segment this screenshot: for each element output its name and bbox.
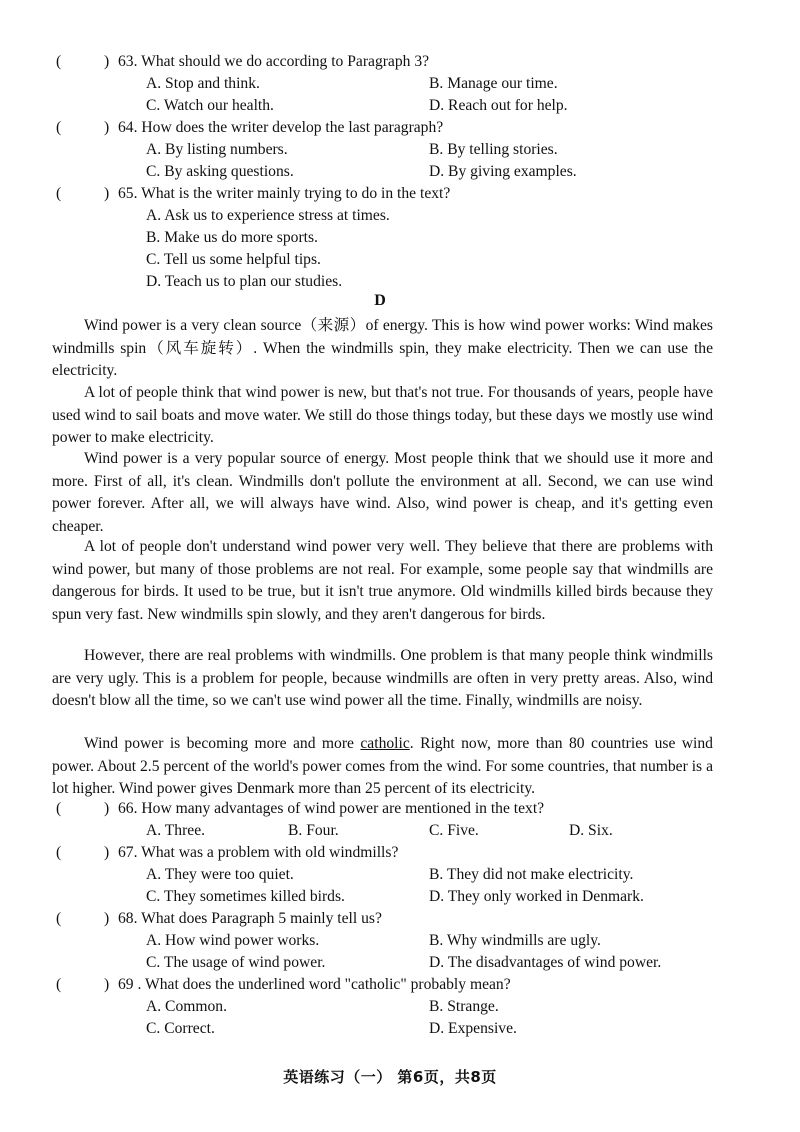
- option-b: B. They did not make electricity.: [429, 866, 634, 883]
- passage-paragraph-6: [52, 733, 713, 801]
- option-d: D. Six.: [569, 822, 613, 839]
- option-a: A. They were too quiet.: [146, 866, 294, 883]
- passage-paragraph-4: A lot of people don't understand wind power very well. They believe that there are problems with wind power, but many of those problems are not real. For example, some people say that windmills are dangerous for birds. It used to be true, but it isn't true anymore. Old windmills killed birds because they spun very fast. New windmills spin slowly, and they aren't dangerous for birds.: [52, 538, 713, 623]
- option-a: A. Stop and think.: [146, 75, 260, 92]
- answer-bracket-close: ): [104, 910, 110, 927]
- option-a: A. Common.: [146, 998, 228, 1015]
- answer-bracket-open: (: [56, 185, 62, 202]
- option-d: D. Reach out for help.: [429, 97, 568, 114]
- option-b: B. Manage our time.: [429, 75, 558, 92]
- passage-paragraph-3: Wind power is a very popular source of energy. Most people think that we should use it more and more. First of all, it's clean. Windmills don't pollute the environment at all. Second, we can use wind power forever. After all, we will always have wind. Also, wind power is cheap, and it's getting even cheaper.: [52, 450, 713, 535]
- option-b: B. By telling stories.: [429, 141, 558, 158]
- section-heading: D: [374, 292, 386, 309]
- answer-bracket-open: (: [56, 119, 62, 136]
- question-stem: 66. How many advantages of wind power are mentioned in the text?: [118, 800, 545, 817]
- option-d: D. Teach us to plan our studies.: [146, 273, 343, 290]
- option-b: B. Four.: [288, 822, 339, 839]
- option-d: D. They only worked in Denmark.: [429, 888, 644, 905]
- answer-bracket-close: ): [104, 844, 110, 861]
- question-stem: 65. What is the writer mainly trying to do in the text?: [118, 185, 451, 202]
- option-c: C. Five.: [429, 822, 479, 839]
- question-stem: 64. How does the writer develop the last paragraph?: [118, 119, 444, 136]
- option-d: D. Expensive.: [429, 1020, 517, 1037]
- underlined-word: catholic: [360, 735, 410, 752]
- answer-bracket-close: ): [104, 976, 110, 993]
- option-c: C. Watch our health.: [146, 97, 274, 114]
- answer-bracket-close: ): [104, 185, 110, 202]
- option-a: A. Three.: [146, 822, 206, 839]
- option-a: A. How wind power works.: [146, 932, 320, 949]
- option-d: D. The disadvantages of wind power.: [429, 954, 662, 971]
- answer-bracket-close: ): [104, 800, 110, 817]
- option-b: B. Strange.: [429, 998, 499, 1015]
- paragraph-text: . Right now, more than 80 countries use wind power. About 2.5 percent of the world's power comes from the wind. For some countries, that number is a lot higher. Wind power gives Denmark more than 25 percent of its electricity.: [52, 735, 713, 797]
- question-stem: 69 . What does the underlined word "catholic" probably mean?: [118, 976, 511, 993]
- question-stem: 63. What should we do according to Paragraph 3?: [118, 53, 430, 70]
- option-c: C. They sometimes killed birds.: [146, 888, 345, 905]
- option-c: C. Tell us some helpful tips.: [146, 251, 321, 268]
- answer-bracket-open: (: [56, 844, 62, 861]
- answer-bracket-open: (: [56, 910, 62, 927]
- option-c: C. Correct.: [146, 1020, 215, 1037]
- paragraph-text: Wind power is becoming more and more: [84, 735, 361, 752]
- passage-paragraph-2: A lot of people think that wind power is new, but that's not true. For thousands of years, people have used wind to sail boats and move water. We still do those things today, but these days we mostly use wind power to make electricity.: [52, 384, 713, 446]
- option-b: B. Why windmills are ugly.: [429, 932, 601, 949]
- question-stem: 68. What does Paragraph 5 mainly tell us?: [118, 910, 382, 927]
- question-stem: 67. What was a problem with old windmills?: [118, 844, 399, 861]
- answer-bracket-open: (: [56, 800, 62, 817]
- option-a: A. Ask us to experience stress at times.: [146, 207, 390, 224]
- passage-paragraph-1: Wind power is a very clean source（来源）of energy. This is how wind power works: Wind makes windmills spin（风车旋转）. When the windmills spin, they make electricity. Then we can use the electricity.: [52, 317, 713, 379]
- page-footer: 英语练习（一） 第6页，共8页: [283, 1068, 497, 1086]
- answer-bracket-close: ): [104, 119, 110, 136]
- option-c: C. By asking questions.: [146, 163, 294, 180]
- option-a: A. By listing numbers.: [146, 141, 288, 158]
- passage-paragraph-5: However, there are real problems with windmills. One problem is that many people think windmills are very ugly. This is a problem for people, because windmills are often in very pretty areas. Also, wind doesn't blow all the time, so we can't use wind power all the time. Finally, windmills are noisy.: [52, 647, 713, 709]
- option-d: D. By giving examples.: [429, 163, 577, 180]
- option-c: C. The usage of wind power.: [146, 954, 326, 971]
- answer-bracket-open: (: [56, 53, 62, 70]
- answer-bracket-close: ): [104, 53, 110, 70]
- answer-bracket-open: (: [56, 976, 62, 993]
- option-b: B. Make us do more sports.: [146, 229, 318, 246]
